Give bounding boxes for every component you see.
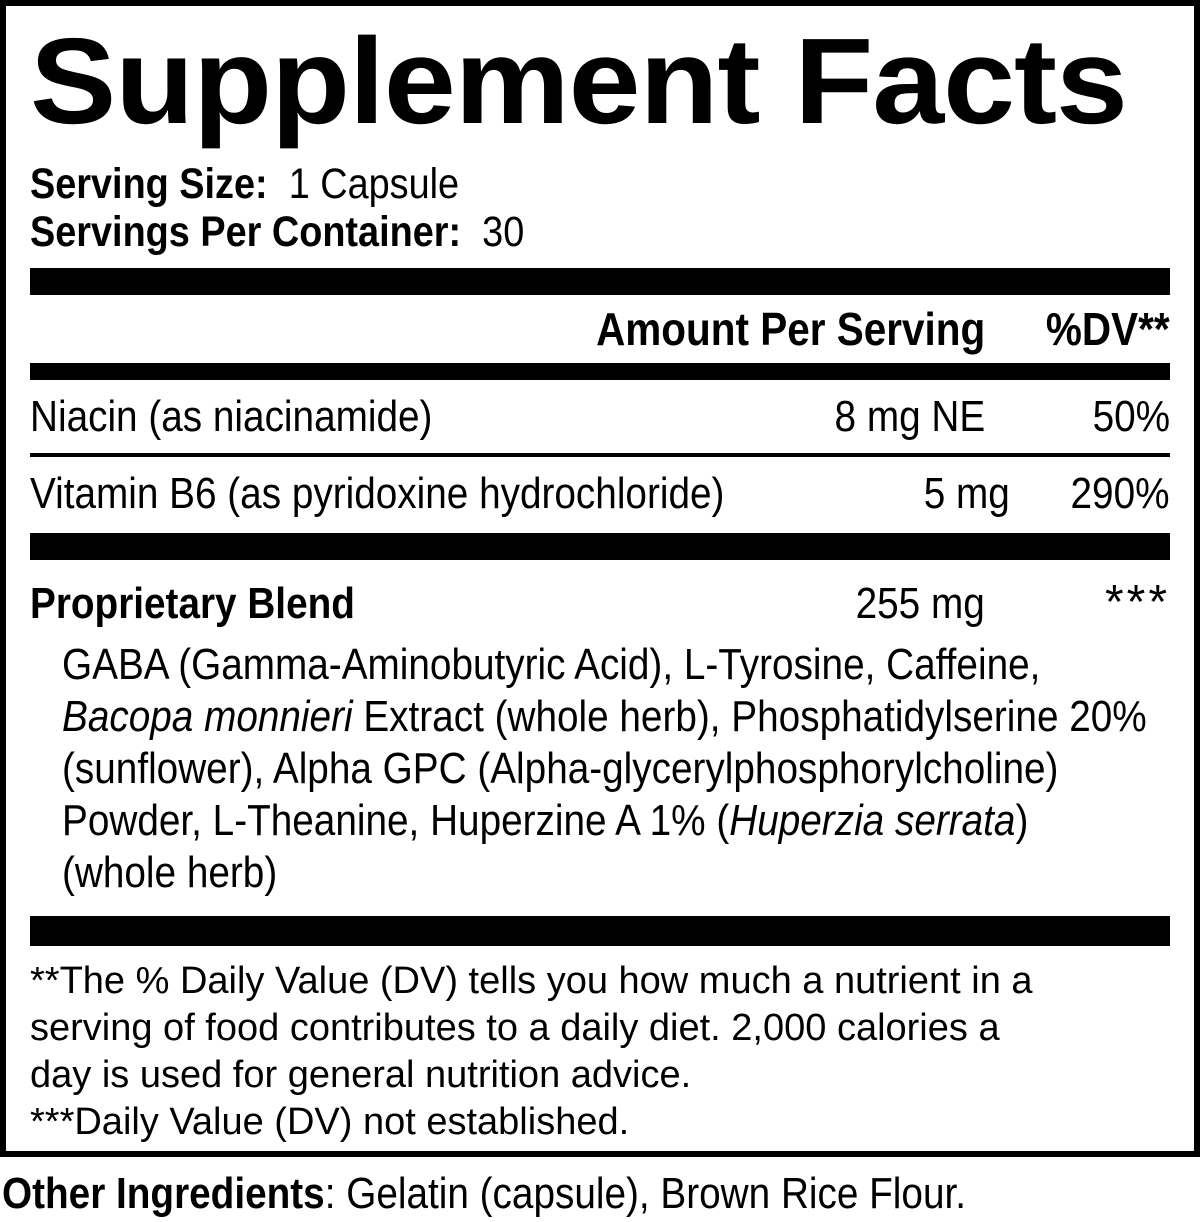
blend-line-2: Bacopa monnieri Extract (whole herb), Phosphatidylserine 20%	[62, 692, 1147, 741]
separator-bar-thick-2	[30, 363, 1170, 380]
nutrient-dv: 50%	[1092, 392, 1170, 441]
serving-size-value: 1 Capsule	[288, 160, 460, 208]
servings-per-container-value: 30	[482, 208, 525, 256]
nutrient-row-vitamin-b6	[30, 457, 1170, 533]
nutrient-row-niacin	[30, 380, 1170, 453]
nutrient-amount: 8 mg NE	[834, 392, 985, 441]
other-ingredients-value: : Gelatin (capsule), Brown Rice Flour.	[324, 1169, 966, 1218]
blend-amount: 255 mg	[855, 579, 985, 628]
blend-line-1: GABA (Gamma-Aminobutyric Acid), L-Tyrosine, Caffeine,	[62, 640, 1041, 689]
nutrient-name: Niacin (as niacinamide)	[30, 392, 433, 441]
blend-dv-asterisks: ***	[1104, 576, 1170, 629]
footnote-line-3: day is used for general nutrition advice.	[30, 1054, 692, 1096]
other-ingredients-line	[2, 1171, 1200, 1217]
servings-per-container-label: Servings Per Container:	[30, 208, 462, 256]
servings-per-container-line	[30, 208, 1170, 256]
separator-bar-thick-4	[30, 916, 1170, 946]
label-title	[30, 13, 1170, 149]
blend-line-4: Powder, L-Theanine, Huperzine A 1% (Huperzia serrata)	[62, 796, 1029, 845]
header-percent-dv: %DV**	[1046, 303, 1170, 355]
separator-bar-thick-3	[30, 533, 1170, 560]
label-title-text: Supplement Facts	[30, 13, 1127, 149]
nutrient-dv: 290%	[1070, 469, 1170, 518]
blend-line-3: (sunflower), Alpha GPC (Alpha-glycerylphosphorylcholine)	[62, 744, 1059, 793]
footnote-line-4: ***Daily Value (DV) not established.	[30, 1101, 630, 1143]
blend-name: Proprietary Blend	[30, 579, 355, 628]
serving-info	[30, 160, 1170, 256]
table-header-row	[30, 303, 1170, 355]
header-amount-per-serving: Amount Per Serving	[595, 303, 985, 355]
other-ingredients-label: Other Ingredients	[2, 1169, 325, 1218]
serving-size-line	[30, 160, 1170, 208]
footnote-line-2: serving of food contributes to a daily diet. 2,000 calories a	[30, 1007, 1000, 1049]
proprietary-blend-row	[30, 576, 1170, 629]
footnote-line-1: **The % Daily Value (DV) tells you how much a nutrient in a	[30, 960, 1033, 1002]
nutrient-amount: 5 mg	[923, 469, 1010, 518]
blend-line-5: (whole herb)	[62, 848, 278, 897]
footnote-block	[30, 958, 1170, 1146]
serving-size-label: Serving Size:	[30, 160, 268, 208]
blend-ingredients	[30, 639, 1170, 899]
nutrient-name: Vitamin B6 (as pyridoxine hydrochloride)	[30, 469, 725, 518]
separator-bar-thick-1	[30, 268, 1170, 295]
